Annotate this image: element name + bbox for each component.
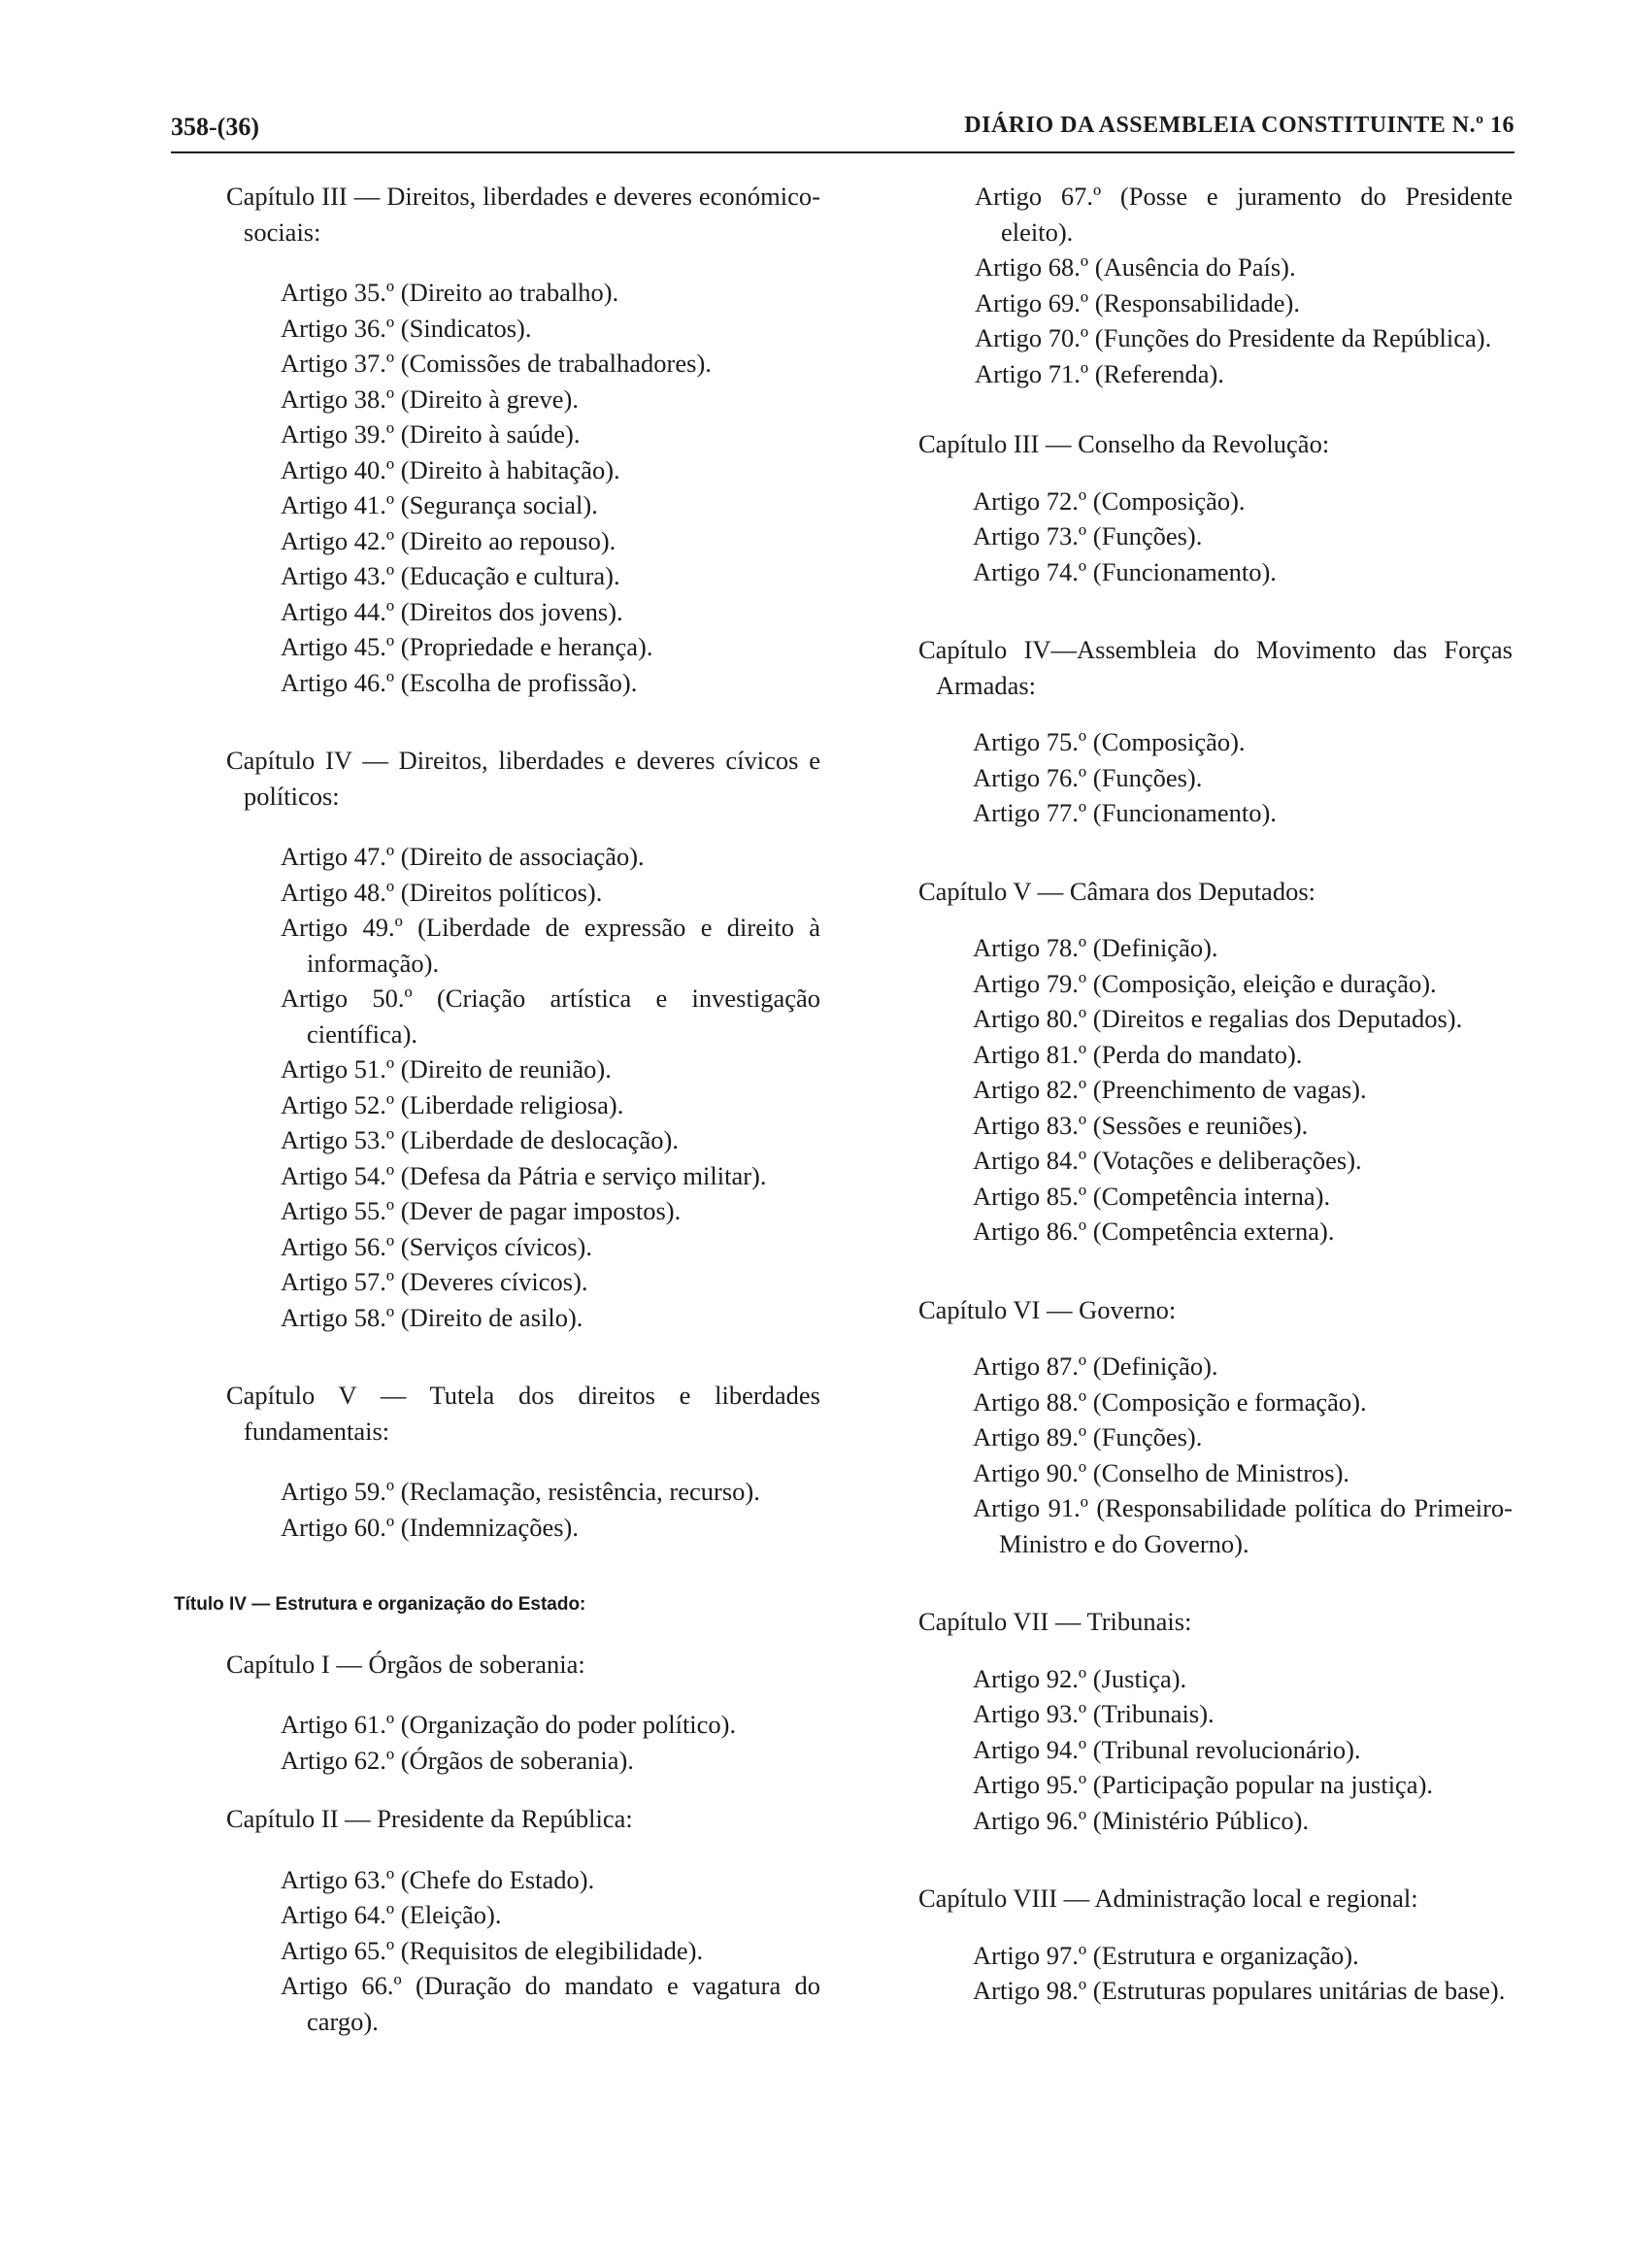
article-entry: Artigo 38.º (Direito à greve). bbox=[281, 384, 579, 414]
article-entry: Artigo 86.º (Competência externa). bbox=[973, 1217, 1335, 1246]
chapter-heading: Capítulo IV—Assembleia do Movimento das Forças Armadas: bbox=[918, 635, 1513, 700]
article-entry: Artigo 71.º (Referenda). bbox=[975, 358, 1224, 388]
article-entry: Artigo 74.º (Funcionamento). bbox=[973, 556, 1277, 586]
page-header bbox=[171, 113, 1514, 153]
section-title: Título IV — Estrutura e organização do Estado: bbox=[174, 1594, 586, 1615]
article-list bbox=[973, 1349, 1513, 1561]
article-entry: Artigo 36.º (Sindicatos). bbox=[281, 313, 532, 343]
article-entry: Artigo 91.º (Responsabilidade política do Primeiro-Ministro e do Governo). bbox=[973, 1493, 1513, 1558]
chapter-heading: Capítulo VI — Governo: bbox=[918, 1294, 1177, 1324]
article-entry: Artigo 54.º (Defesa da Pátria e serviço militar). bbox=[281, 1160, 767, 1190]
article-entry: Artigo 97.º (Estrutura e organização). bbox=[973, 1940, 1359, 1970]
article-entry: Artigo 64.º (Eleição). bbox=[281, 1900, 502, 1929]
article-list bbox=[281, 1862, 820, 2040]
article-entry: Artigo 48.º (Direitos políticos). bbox=[281, 877, 603, 907]
article-list bbox=[975, 179, 1513, 391]
article-entry: Artigo 42.º (Direito ao repouso). bbox=[281, 525, 616, 555]
article-entry: Artigo 50.º (Criação artística e investigação científica). bbox=[281, 984, 820, 1049]
article-entry: Artigo 80.º (Direitos e regalias dos Deputados). bbox=[973, 1004, 1463, 1033]
page-number: 358-(36) bbox=[171, 113, 259, 141]
article-entry: Artigo 84.º (Votações e deliberações). bbox=[973, 1146, 1362, 1175]
article-entry: Artigo 83.º (Sessões e reuniões). bbox=[973, 1110, 1309, 1140]
article-entry: Artigo 35.º (Direito ao trabalho). bbox=[281, 278, 619, 307]
article-entry: Artigo 75.º (Composição). bbox=[973, 727, 1246, 756]
article-entry: Artigo 93.º (Tribunais). bbox=[973, 1699, 1215, 1728]
article-entry: Artigo 49.º (Liberdade de expressão e direito à informação). bbox=[281, 913, 820, 978]
article-entry: Artigo 76.º (Funções). bbox=[973, 762, 1203, 792]
article-entry: Artigo 87.º (Definição). bbox=[973, 1351, 1218, 1381]
article-entry: Artigo 82.º (Preenchimento de vagas). bbox=[973, 1075, 1367, 1104]
chapter-heading: Capítulo VIII — Administração local e regional: bbox=[918, 1884, 1418, 1913]
chapter-heading: Capítulo II — Presidente da República: bbox=[226, 1804, 633, 1833]
article-entry: Artigo 73.º (Funções). bbox=[973, 521, 1203, 550]
article-entry: Artigo 63.º (Chefe do Estado). bbox=[281, 1864, 595, 1894]
article-entry: Artigo 56.º (Serviços cívicos). bbox=[281, 1231, 593, 1261]
left-column bbox=[174, 179, 820, 2039]
article-entry: Artigo 58.º (Direito de asilo). bbox=[281, 1302, 583, 1332]
article-entry: Artigo 79.º (Composição, eleição e duração). bbox=[973, 968, 1437, 998]
article-entry: Artigo 67.º (Posse e juramento do Presidente eleito). bbox=[975, 182, 1513, 247]
article-list bbox=[973, 1938, 1513, 2009]
right-column bbox=[918, 179, 1513, 2009]
article-entry: Artigo 78.º (Definição). bbox=[973, 933, 1218, 962]
article-entry: Artigo 44.º (Direitos dos jovens). bbox=[281, 596, 623, 626]
article-entry: Artigo 59.º (Reclamação, resistência, recurso). bbox=[281, 1477, 760, 1506]
article-entry: Artigo 53.º (Liberdade de deslocação). bbox=[281, 1125, 679, 1154]
article-entry: Artigo 92.º (Justiça). bbox=[973, 1663, 1187, 1693]
article-list bbox=[973, 930, 1513, 1250]
article-entry: Artigo 65.º (Requisitos de elegibilidade). bbox=[281, 1935, 704, 1965]
article-entry: Artigo 55.º (Dever de pagar impostos). bbox=[281, 1196, 682, 1225]
article-entry: Artigo 39.º (Direito à saúde). bbox=[281, 419, 581, 449]
article-entry: Artigo 37.º (Comissões de trabalhadores). bbox=[281, 349, 712, 378]
article-entry: Artigo 88.º (Composição e formação). bbox=[973, 1386, 1367, 1417]
article-entry: Artigo 62.º (Órgãos de soberania). bbox=[281, 1745, 634, 1775]
article-list bbox=[281, 1474, 820, 1545]
article-entry: Artigo 52.º (Liberdade religiosa). bbox=[281, 1089, 624, 1119]
article-entry: Artigo 90.º (Conselho de Ministros). bbox=[973, 1457, 1350, 1487]
article-entry: Artigo 70.º (Funções do Presidente da República). bbox=[975, 323, 1492, 352]
article-entry: Artigo 41.º (Segurança social). bbox=[281, 490, 598, 519]
article-entry: Artigo 46.º (Escolha de profissão). bbox=[281, 667, 638, 697]
article-entry: Artigo 72.º (Composição). bbox=[973, 485, 1246, 516]
article-list bbox=[281, 275, 820, 700]
article-entry: Artigo 69.º (Responsabilidade). bbox=[975, 287, 1300, 317]
article-entry: Artigo 40.º (Direito à habitação). bbox=[281, 454, 620, 484]
article-list bbox=[281, 1707, 820, 1778]
article-entry: Artigo 66.º (Duração do mandato e vagatura do cargo). bbox=[281, 1971, 820, 2036]
chapter-heading: Capítulo V — Tutela dos direitos e liberdades fundamentais: bbox=[226, 1381, 820, 1446]
article-entry: Artigo 47.º (Direito de associação). bbox=[281, 842, 645, 871]
article-list bbox=[973, 1661, 1513, 1839]
chapter-heading: Capítulo IV — Direitos, liberdades e deveres cívicos e políticos: bbox=[226, 746, 820, 811]
article-entry: Artigo 85.º (Competência interna). bbox=[973, 1181, 1331, 1211]
article-entry: Artigo 68.º (Ausência do País). bbox=[975, 252, 1296, 282]
article-list bbox=[973, 724, 1513, 831]
article-entry: Artigo 81.º (Perda do mandato). bbox=[973, 1039, 1303, 1069]
article-entry: Artigo 89.º (Funções). bbox=[973, 1422, 1203, 1451]
journal-title: DIÁRIO DA ASSEMBLEIA CONSTITUINTE N.º 16 bbox=[964, 113, 1514, 138]
article-list bbox=[973, 484, 1513, 590]
article-entry: Artigo 61.º (Organização do poder político). bbox=[281, 1710, 737, 1739]
article-list bbox=[281, 839, 820, 1335]
chapter-heading: Capítulo I — Órgãos de soberania: bbox=[226, 1649, 585, 1679]
article-entry: Artigo 98.º (Estruturas populares unitárias de base). bbox=[973, 1976, 1506, 2005]
article-entry: Artigo 95.º (Participação popular na justiça). bbox=[973, 1770, 1434, 1799]
article-entry: Artigo 43.º (Educação e cultura). bbox=[281, 561, 620, 590]
article-entry: Artigo 45.º (Propriedade e herança). bbox=[281, 632, 653, 661]
chapter-heading: Capítulo VII — Tribunais: bbox=[918, 1607, 1192, 1636]
article-entry: Artigo 77.º (Funcionamento). bbox=[973, 798, 1277, 827]
article-entry: Artigo 57.º (Deveres cívicos). bbox=[281, 1267, 588, 1296]
article-entry: Artigo 51.º (Direito de reunião). bbox=[281, 1054, 612, 1084]
article-entry: Artigo 94.º (Tribunal revolucionário). bbox=[973, 1734, 1361, 1764]
chapter-heading: Capítulo V — Câmara dos Deputados: bbox=[918, 876, 1315, 906]
chapter-heading: Capítulo III — Direitos, liberdades e deveres económico-sociais: bbox=[226, 182, 820, 247]
chapter-heading: Capítulo III — Conselho da Revolução: bbox=[918, 429, 1330, 458]
article-entry: Artigo 60.º (Indemnizações). bbox=[281, 1512, 579, 1542]
article-entry: Artigo 96.º (Ministério Público). bbox=[973, 1805, 1310, 1835]
